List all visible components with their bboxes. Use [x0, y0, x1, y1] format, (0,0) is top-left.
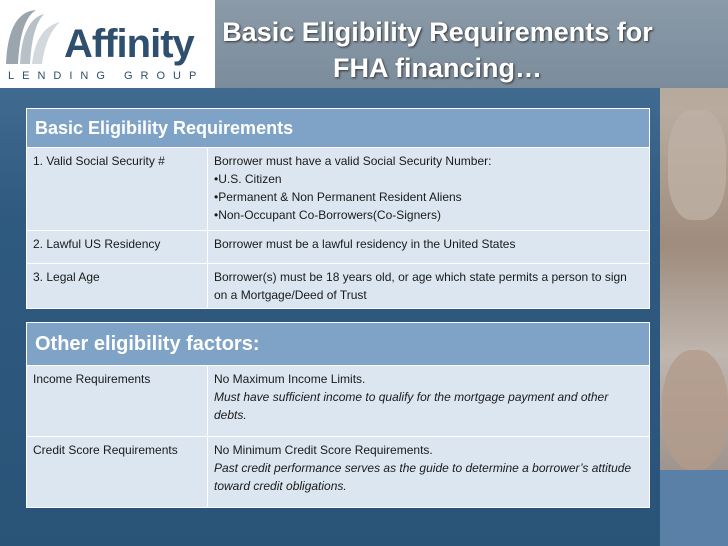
requirement-label: 3. Legal Age — [27, 264, 208, 309]
factor-detail: No Maximum Income Limits. Must have sufficient income to qualify for the mortgage payment and other debts. — [208, 366, 650, 437]
logo-tagline: LENDING GROUP — [8, 70, 205, 82]
factor-label: Income Requirements — [27, 366, 208, 437]
table-row — [27, 437, 650, 508]
table-row — [27, 148, 650, 231]
table-row — [27, 366, 650, 437]
logo-wordmark: Affinity — [64, 22, 194, 66]
requirement-label: 1. Valid Social Security # — [27, 148, 208, 231]
requirement-detail: Borrower(s) must be 18 years old, or age which state permits a person to sign on a Mortgage/Deed of Trust — [208, 264, 650, 309]
table-heading: Basic Eligibility Requirements — [27, 109, 650, 148]
logo-arch-icon — [2, 6, 64, 66]
table-row — [27, 231, 650, 264]
table-row — [27, 264, 650, 309]
requirement-label: 2. Lawful US Residency — [27, 231, 208, 264]
requirement-detail: Borrower must have a valid Social Security Number: •U.S. Citizen •Permanent & Non Permanent Resident Aliens •Non-Occupant Co-Borrowers(Co-Signers) — [208, 148, 650, 231]
factor-detail: No Minimum Credit Score Requirements. Past credit performance serves as the guide to determine a borrower’s attitude toward credit obligations. — [208, 437, 650, 508]
factor-label: Credit Score Requirements — [27, 437, 208, 508]
requirement-detail: Borrower must be a lawful residency in the United States — [208, 231, 650, 264]
other-factors-table — [26, 322, 650, 508]
basic-requirements-table — [26, 108, 650, 309]
slide-title: Basic Eligibility Requirements for FHA financing… — [222, 17, 653, 83]
company-logo — [0, 0, 215, 88]
table-heading: Other eligibility factors: — [27, 323, 650, 366]
